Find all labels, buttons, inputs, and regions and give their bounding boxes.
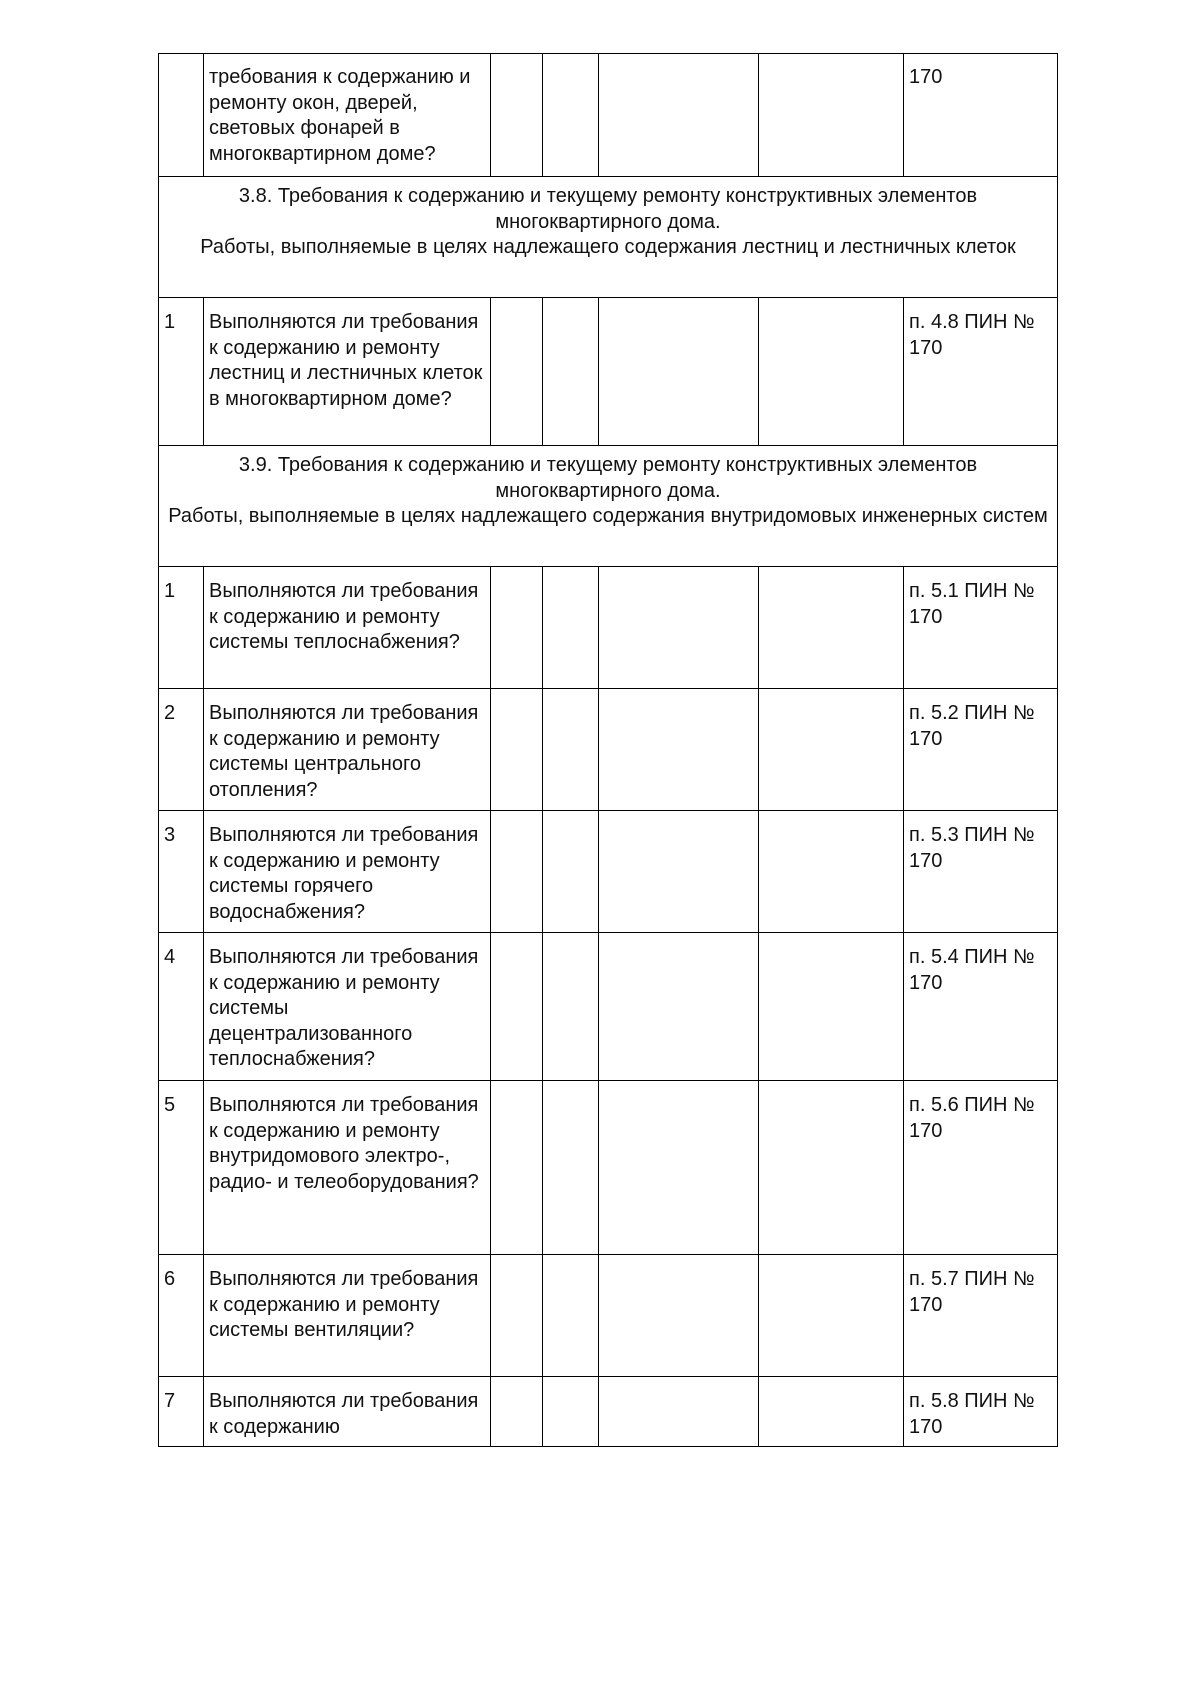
- answer-cell-yes: [491, 811, 543, 933]
- section-heading-row: [159, 177, 1058, 298]
- row-reference: 170: [904, 54, 1058, 177]
- row-number: [159, 54, 204, 177]
- answer-cell-na: [599, 933, 759, 1081]
- row-number: 4: [159, 933, 204, 1081]
- answer-cell-na: [599, 1377, 759, 1447]
- row-reference: п. 5.3 ПИН № 170: [904, 811, 1058, 933]
- section-heading-subtitle: Работы, выполняемые в целях надлежащего содержания внутридомовых инженерных систем: [168, 505, 1048, 527]
- answer-cell-yes: [491, 54, 543, 177]
- row-reference: п. 5.7 ПИН № 170: [904, 1255, 1058, 1377]
- answer-cell-note: [759, 298, 904, 446]
- row-number: 1: [159, 567, 204, 689]
- answer-cell-na: [599, 1255, 759, 1377]
- row-question: Выполняются ли требования к содержанию и ремонту системы центрального отопления?: [204, 689, 491, 811]
- answer-cell-note: [759, 567, 904, 689]
- answer-cell-note: [759, 689, 904, 811]
- row-question: Выполняются ли требования к содержанию и ремонту системы теплоснабжения?: [204, 567, 491, 689]
- answer-cell-na: [599, 54, 759, 177]
- row-question: требования к содержанию и ремонту окон, дверей, световых фонарей в многоквартирном доме?: [204, 54, 491, 177]
- answer-cell-note: [759, 811, 904, 933]
- checklist-table: [158, 53, 1058, 1447]
- answer-cell-note: [759, 1081, 904, 1255]
- row-number: 1: [159, 298, 204, 446]
- section-heading: [159, 177, 1058, 298]
- answer-cell-no: [543, 1081, 599, 1255]
- answer-cell-no: [543, 298, 599, 446]
- answer-cell-yes: [491, 1081, 543, 1255]
- answer-cell-note: [759, 54, 904, 177]
- section-heading-title: 3.8. Требования к содержанию и текущему ремонту конструктивных элементов многоквартирного дома.: [238, 185, 978, 233]
- row-reference: п. 5.4 ПИН № 170: [904, 933, 1058, 1081]
- table-row: [159, 811, 1058, 933]
- answer-cell-no: [543, 1255, 599, 1377]
- row-number: 2: [159, 689, 204, 811]
- row-reference: п. 4.8 ПИН № 170: [904, 298, 1058, 446]
- section-heading-row: [159, 446, 1058, 567]
- answer-cell-yes: [491, 933, 543, 1081]
- table-row: [159, 298, 1058, 446]
- row-reference: п. 5.1 ПИН № 170: [904, 567, 1058, 689]
- section-heading: [159, 446, 1058, 567]
- row-question: Выполняются ли требования к содержанию и ремонту внутридомового электро-, радио- и телеоборудования?: [204, 1081, 491, 1255]
- answer-cell-no: [543, 1377, 599, 1447]
- answer-cell-no: [543, 811, 599, 933]
- row-number: 6: [159, 1255, 204, 1377]
- row-number: 7: [159, 1377, 204, 1447]
- table-row: [159, 1377, 1058, 1447]
- row-number: 5: [159, 1081, 204, 1255]
- row-question: Выполняются ли требования к содержанию: [204, 1377, 491, 1447]
- answer-cell-na: [599, 689, 759, 811]
- answer-cell-no: [543, 567, 599, 689]
- answer-cell-yes: [491, 567, 543, 689]
- answer-cell-note: [759, 933, 904, 1081]
- row-question: Выполняются ли требования к содержанию и ремонту системы вентиляции?: [204, 1255, 491, 1377]
- answer-cell-na: [599, 811, 759, 933]
- section-heading-title: 3.9. Требования к содержанию и текущему ремонту конструктивных элементов многоквартирного дома.: [238, 454, 978, 502]
- row-reference: п. 5.8 ПИН № 170: [904, 1377, 1058, 1447]
- answer-cell-no: [543, 54, 599, 177]
- table-row: [159, 1255, 1058, 1377]
- table-row: [159, 933, 1058, 1081]
- answer-cell-yes: [491, 1255, 543, 1377]
- answer-cell-note: [759, 1377, 904, 1447]
- row-question: Выполняются ли требования к содержанию и ремонту лестниц и лестничных клеток в многоквартирном доме?: [204, 298, 491, 446]
- table-row: [159, 689, 1058, 811]
- answer-cell-yes: [491, 298, 543, 446]
- answer-cell-yes: [491, 1377, 543, 1447]
- answer-cell-no: [543, 933, 599, 1081]
- answer-cell-note: [759, 1255, 904, 1377]
- row-reference: п. 5.6 ПИН № 170: [904, 1081, 1058, 1255]
- row-number: 3: [159, 811, 204, 933]
- section-heading-subtitle: Работы, выполняемые в целях надлежащего содержания лестниц и лестничных клеток: [200, 236, 1016, 258]
- row-question: Выполняются ли требования к содержанию и ремонту системы горячего водоснабжения?: [204, 811, 491, 933]
- table-row: [159, 1081, 1058, 1255]
- answer-cell-no: [543, 689, 599, 811]
- answer-cell-na: [599, 567, 759, 689]
- answer-cell-na: [599, 298, 759, 446]
- row-reference: п. 5.2 ПИН № 170: [904, 689, 1058, 811]
- table-row: [159, 54, 1058, 177]
- table-row: [159, 567, 1058, 689]
- row-question: Выполняются ли требования к содержанию и ремонту системы децентрализованного теплоснабжения?: [204, 933, 491, 1081]
- answer-cell-yes: [491, 689, 543, 811]
- answer-cell-na: [599, 1081, 759, 1255]
